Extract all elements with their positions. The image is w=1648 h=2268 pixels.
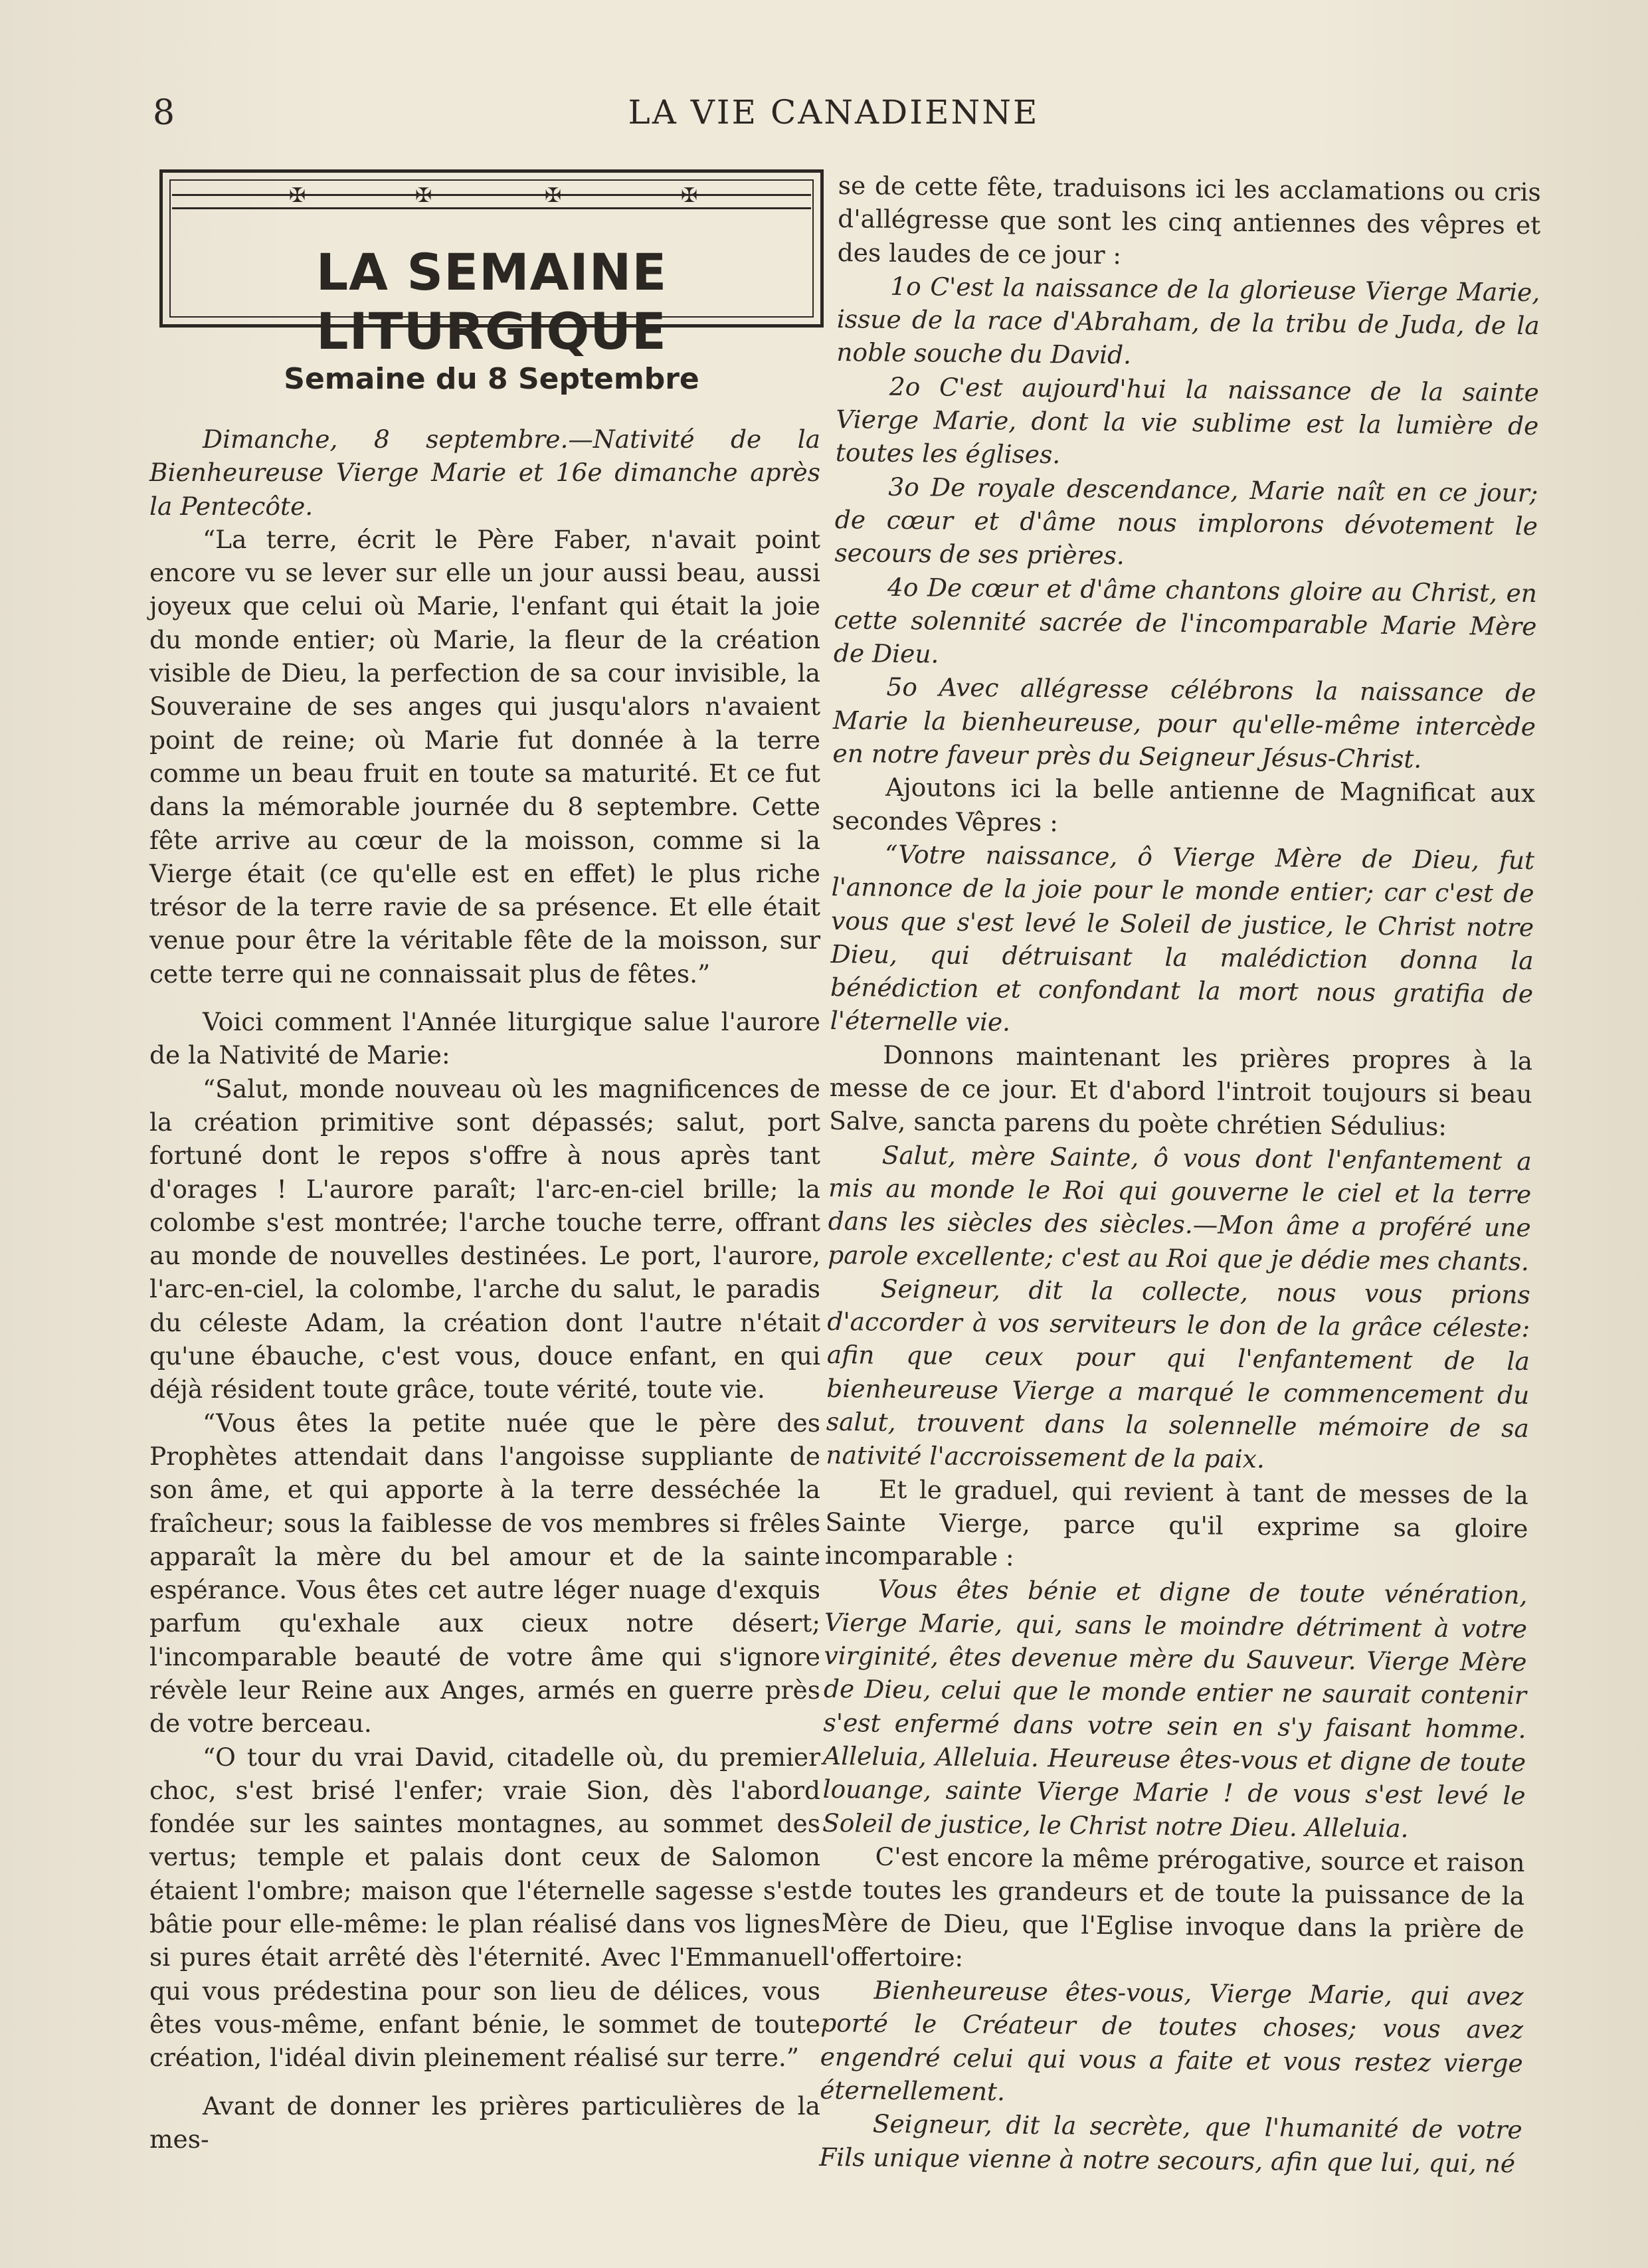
cross-ornament-icon: ✠: [545, 184, 562, 207]
collect-text: Seigneur, dit la collecte, nous vous prions d'accorder à vos serviteurs le don de la grâce céleste: afin que ceux pour qui l'enfantement de la bienheureuse Vierge a marqué le commencement du salut, trouvent dans la solennelle mémoire de sa nativité l'accroissement de la paix.: [826, 1274, 1530, 1474]
banner-rule-bottom: [172, 207, 811, 209]
banner-rule-top: [172, 194, 811, 196]
right-column: [819, 169, 1541, 2180]
section-heading: Semaine du 8 Septembre: [284, 362, 699, 396]
introit-text: Salut, mère Sainte, ô vous dont l'enfantement a mis au monde le Roi qui gouverne le ciel et la terre dans les siècles des siècles.—Mon âme a proféré une parole excellente; c'est au Roi que je dédie mes chants.: [828, 1140, 1532, 1276]
paragraph: “Vous êtes la petite nuée que le père des Prophètes attendait dans l'angoisse suppliante de son âme, et qui apporte à la terre desséchée la fraîcheur; sous la faiblesse de vos membres si frêles apparaît la mère du bel amour et de la sainte espérance. Vous êtes cet autre léger nuage d'exquis parfum qu'exhale aux cieux notre désert; l'incomparable beauté de votre âme qui s'ignore révèle leur Reine aux Anges, armés en guerre près de votre berceau.: [149, 1408, 820, 1739]
offertory-text: Bienheureuse êtes-vous, Vierge Marie, qui avez porté le Créateur de toutes choses; vous avez engendré celui qui vous a faite et vous restez vierge éternellement.: [820, 1975, 1524, 2107]
paragraph: se de cette fête, traduisons ici les acclamations ou cris d'allégresse que sont les cinq antiennes des vêpres et des laudes de ce jour :: [837, 170, 1541, 270]
paragraph: C'est encore la même prérogative, source et raison de toutes les grandeurs et de toute la puissance de la Mère de Dieu, que l'Eglise invoque dans la prière de l'offertoire:: [820, 1842, 1525, 1972]
cross-ornament-icon: ✠: [681, 184, 698, 207]
antiphon: 5o Avec allégresse célébrons la naissance de Marie la bienheureuse, pour qu'elle-même intercède en notre faveur près du Seigneur Jésus-Christ.: [832, 672, 1536, 774]
paragraph: Avant de donner les prières particulières de la mes-: [149, 2091, 820, 2154]
banner-title: LA SEMAINE LITURGIQUE: [316, 242, 668, 361]
page-number: 8: [153, 93, 175, 133]
paragraph: Et le graduel, qui revient à tant de messes de la Sainte Vierge, parce qu'il exprime sa gloire incomparable :: [824, 1474, 1529, 1572]
cross-ornament-icon: ✠: [415, 184, 432, 207]
paragraph: Donnons maintenant les prières propres à la messe de ce jour. Et d'abord l'introit toujours si beau Salve, sancta parens du poète chrétien Sédulius:: [829, 1040, 1533, 1142]
antiphon: 1o C'est la naissance de la glorieuse Vierge Marie, issue de la race d'Abraham, de la tribu de Juda, de la noble souche du David.: [836, 271, 1540, 370]
journal-title: LA VIE CANADIENNE: [628, 93, 1040, 132]
paragraph: “O tour du vrai David, citadelle où, du premier choc, s'est brisé l'enfer; vraie Sion, dès l'abord fondée sur les saintes montagnes, au sommet des vertus; temple et palais dont ceux de Salomon étaient l'ombre; maison que l'éternelle sagesse s'est bâtie pour elle-même: le plan réalisé dans vos lignes si pures était arrêté dès l'éternité. Avec l'Emmanuel qui vous prédestina pour son lieu de délices, vous êtes vous-même, enfant bénie, le sommet de toute création, l'idéal divin pleinement réalisé sur terre.”: [149, 1742, 820, 2073]
antiphon: 2o C'est aujourd'hui la naissance de la sainte Vierge Marie, dont la vie sublime est la lumière de toutes les églises.: [835, 371, 1540, 470]
section-banner: [159, 169, 824, 361]
cross-ornament-icon: ✠: [289, 184, 306, 207]
secret-text: Seigneur, dit la secrète, que l'humanité de votre Fils unique vienne à notre secours, afin que lui, qui, né: [819, 2109, 1522, 2178]
antiphon: 3o De royale descendance, Marie naît en ce jour; de cœur et d'âme nous implorons dévotement le secours de ses prières.: [834, 472, 1538, 571]
running-head: [153, 93, 1514, 146]
paragraph: Dimanche, 8 septembre.—Nativité de la Bienheureuse Vierge Marie et 16e dimanche après la Pentecôte.: [149, 425, 820, 521]
paragraph: “Salut, monde nouveau où les magnificences de la création primitive sont dépassés; salut, port fortuné dont le repos s'offre à nous après tant d'orages ! L'aurore paraît; l'arc-en-ciel brille; la colombe s'est montrée; l'arche touche terre, offrant au monde de nouvelles destinées. Le port, l'aurore, l'arc-en-ciel, la colombe, l'arche du salut, le paradis du céleste Adam, la création dont l'autre n'était qu'une ébauche, c'est vous, douce enfant, en qui déjà résident toute grâce, toute vérité, toute vie.: [149, 1074, 820, 1404]
magnificat-antiphon: “Votre naissance, ô Vierge Mère de Dieu, fut l'annonce de la joie pour le monde entier; car c'est de vous que s'est levé le Soleil de justice, le Christ notre Dieu, qui détruisant la malédiction donna la bénédiction et confondant la mort nous gratifia de l'éternelle vie.: [830, 839, 1535, 1037]
gradual-text: Vous êtes bénie et digne de toute vénération, Vierge Marie, qui, sans le moindre détriment à votre virginité, êtes devenue mère du Sauveur. Vierge Mère de Dieu, celui que le monde entier ne saurait contenir s'est enfermé dans votre sein en s'y faisant homme. Alleluia, Alleluia. Heureuse êtes-vous et digne de toute louange, sainte Vierge Marie ! de vous s'est levé le Soleil de justice, le Christ notre Dieu. Alleluia.: [822, 1574, 1528, 1843]
left-column: [149, 423, 820, 2156]
paragraph: Voici comment l'Année liturgique salue l'aurore de la Nativité de Marie:: [149, 1007, 820, 1070]
paragraph: Ajoutons ici la belle antienne de Magnificat aux secondes Vêpres :: [832, 773, 1536, 837]
paragraph: “La terre, écrit le Père Faber, n'avait point encore vu se lever sur elle un jour aussi beau, aussi joyeux que celui où Marie, l'enfant qui était la joie du monde entier; où Marie, la fleur de la création visible de Dieu, la perfection de sa cour invisible, la Souveraine de ses anges qui jusqu'alors n'avaient point de reine; où Marie fut donnée à la terre comme un beau fruit en toute sa maturité. Et ce fut dans la mémorable journée du 8 septembre. Cette fête arrive au cœur de la moisson, comme si la Vierge était (ce qu'elle est en effet) le plus riche trésor de la terre ravie de sa présence. Et elle était venue pour être la véritable fête de la moisson, sur cette terre qui ne connaissait plus de fêtes.”: [149, 524, 820, 989]
antiphon: 4o De cœur et d'âme chantons gloire au Christ, en cette solennité sacrée de l'incomparable Marie Mère de Dieu.: [833, 572, 1538, 669]
